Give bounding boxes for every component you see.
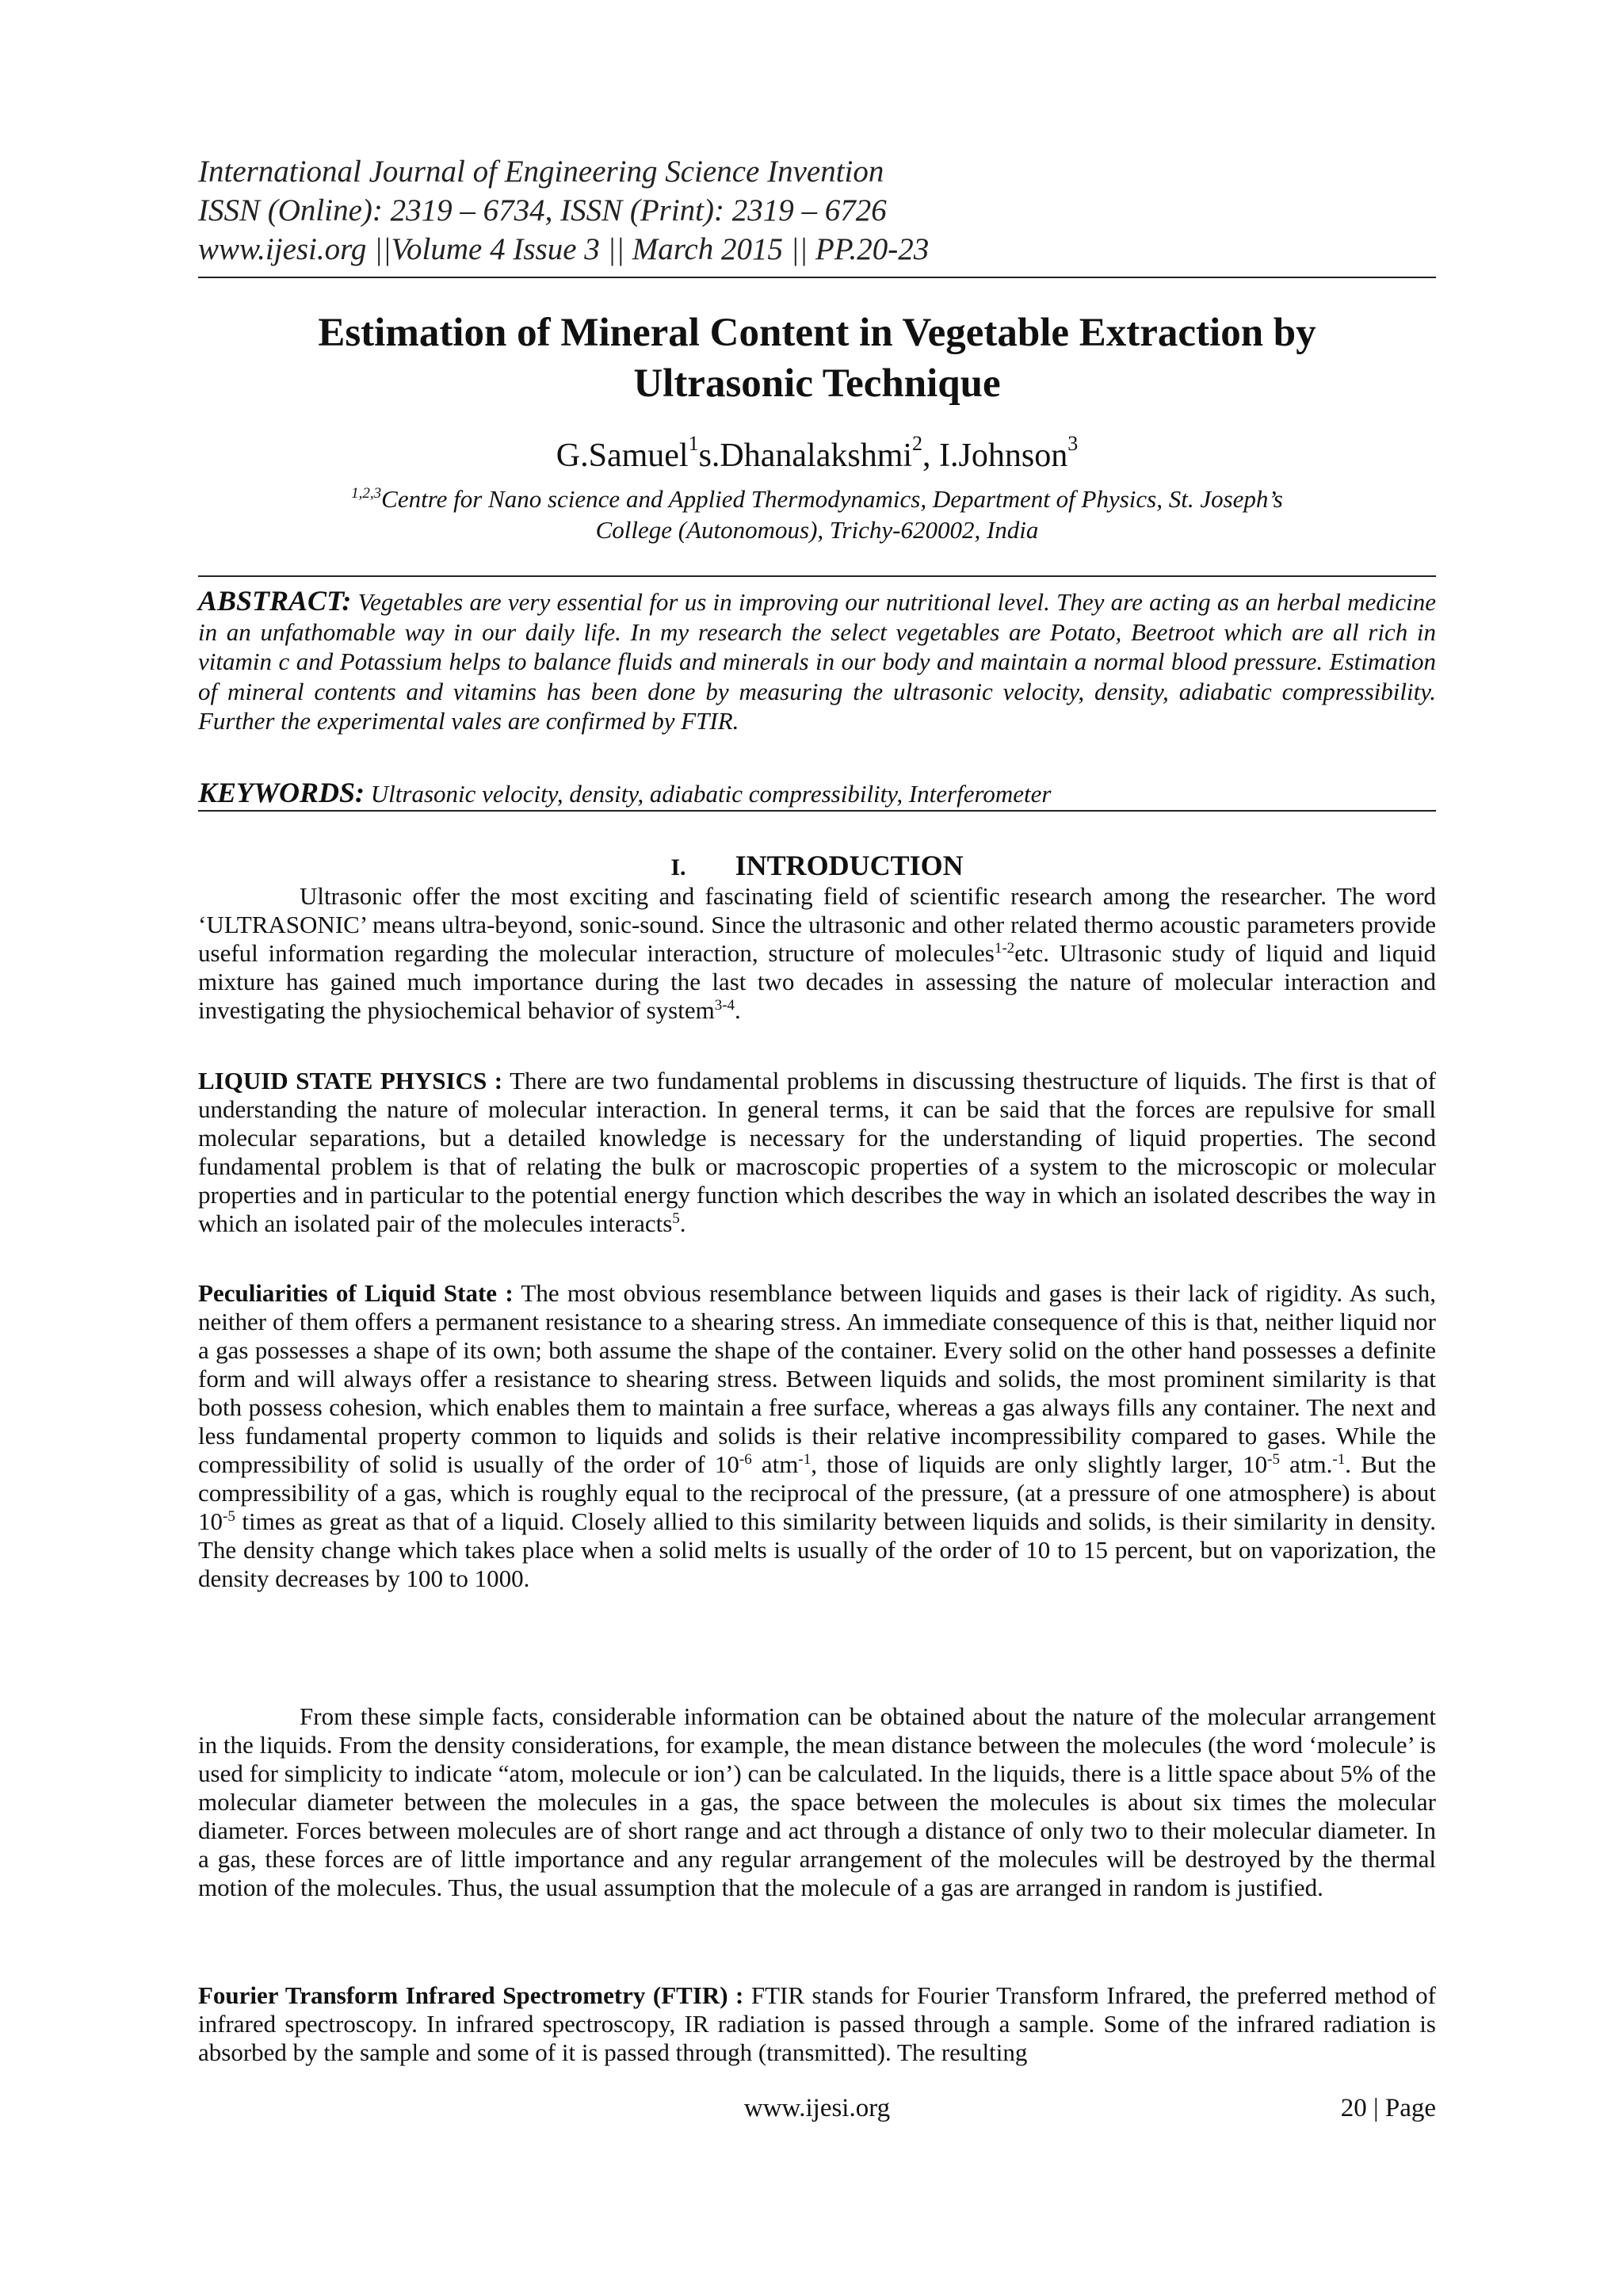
keywords-text: Ultrasonic velocity, density, adiabatic compressibility, Interferometer — [370, 780, 1052, 808]
intro-text-2: etc. Ultrasonic study of liquid and liquid mixture has gained much importance during the last two decades in assessing the nature of molecular interaction and investigating the physiochemical behavior of system — [198, 939, 1436, 1024]
footer-url: www.ijesi.org — [743, 2094, 891, 2122]
peculiarities-text-1: The most obvious resemblance between liquids and gases is their lack of rigidity. As such, neither of them offers a permanent resistance to a shearing stress. An immediate consequence of this is that, neither liquid nor a gas possesses a shape of its own; both assume the shape of the container. Every solid on the other hand possesses a definite form and will always offer a resistance to shearing stress. Between liquids and solids, the most prominent similarity is that both possess cohesion, which enables them to maintain a free surface, whereas a gas always fills any container. The next and less fundamental property common to liquids and solids is their relative incompressibility compared to gases. While the compressibility of solid is usually of the order of 10 — [198, 1279, 1436, 1478]
author-1: G.Samuel — [556, 437, 689, 474]
ftir-label: Fourier Transform Infrared Spectrometry (FTIR) : — [198, 1981, 744, 2009]
section-number: I. — [670, 854, 686, 881]
header-rule — [198, 277, 1436, 278]
author-3: I.Johnson — [939, 437, 1068, 474]
ftir-text: FTIR stands for Fourier Transform Infrared, the preferred method of infrared spectroscopy. In infrared spectroscopy, IR radiation is passed through a sample. Some of the infrared radiation is absorbed by the sample and some of it is passed through (transmitted). The resulting — [198, 1981, 1436, 2066]
exponent: -5 — [1267, 1451, 1280, 1468]
liquid-state-paragraph — [198, 1067, 1436, 1238]
author-2: s.Dhanalakshmi — [698, 437, 913, 474]
abstract-top-rule — [198, 575, 1436, 577]
liquid-state-text: There are two fundamental problems in discussing thestructure of liquids. The first is that of understanding the nature of molecular interaction. In general terms, it can be said that the forces are repulsive for small molecular separations, but a detailed knowledge is necessary for the understanding of liquid properties. The second fundamental problem is that of relating the bulk or macroscopic properties of a system to the microscopic or molecular properties and in particular to the potential energy function which describes the way in which an isolated describes the way in which an isolated pair of the molecules interacts — [198, 1067, 1436, 1237]
simple-facts-paragraph: From these simple facts, considerable information can be obtained about the nature of the molecular arrangement in the liquids. From the density considerations, for example, the mean distance between the molecules (the word ‘molecule’ is used for simplicity to indicate “atom, molecule or ion’) can be calculated. In the liquids, there is a little space about 5% of the molecular diameter between the molecules in a gas, the space between the molecules is about six times the molecular diameter. Forces between molecules are of short range and act through a distance of only two to their molecular diameter. In a gas, these forces are of little importance and any regular arrangement of the molecules will be destroyed by the thermal motion of the molecules. Thus, the usual assumption that the molecule of a gas are arranged in random is justified. — [198, 1702, 1436, 1901]
affiliation — [198, 483, 1436, 545]
exponent: -1 — [798, 1451, 812, 1468]
affiliation-sup: 1,2,3 — [351, 485, 382, 502]
abstract-text: Vegetables are very essential for us in improving our nutritional level. They are acting as an herbal medicine in an unfathomable way in our daily life. In my research the select vegetables are Potato, Beetroot which are all rich in vitamin c and Potassium helps to balance fluids and minerals in our body and maintain a normal blood pressure. Estimation of mineral contents and vitamins has been done by measuring the ultrasonic velocity, density, adiabatic compressibility. Further the experimental vales are confirmed by FTIR. — [198, 588, 1436, 735]
author-3-sup: 3 — [1067, 432, 1079, 455]
ftir-paragraph — [198, 1981, 1436, 2067]
intro-paragraph — [198, 882, 1436, 1025]
exponent: -5 — [223, 1508, 235, 1525]
keywords — [198, 777, 1436, 809]
liquid-state-label: LIQUID STATE PHYSICS : — [198, 1067, 503, 1095]
liquid-state-end: . — [679, 1209, 686, 1237]
ref-1-2: 1-2 — [994, 940, 1015, 957]
footer-page-number: 20 | Page — [1340, 2094, 1436, 2122]
affiliation-line-2: College (Autonomous), Trichy-620002, India — [595, 516, 1039, 544]
exponent: -1 — [1332, 1451, 1346, 1468]
author-list — [198, 432, 1436, 476]
peculiarities-text-6: times as great as that of a liquid. Closely allied to this similarity between liquids and solids, is their similarity in density. The density change which takes place when a solid melts is usually of the order of 10 to 15 percent, but on vaporization, the density decreases by 100 to 1000. — [198, 1507, 1436, 1592]
intro-text-1: Ultrasonic offer the most exciting and fascinating field of scientific research among the researcher. The word ‘ULTRASONIC’ means ultra-beyond, sonic-sound. Since the ultrasonic and other related thermo acoustic parameters provide useful information regarding the molecular interaction, structure of molecules — [198, 882, 1436, 967]
affiliation-line-1: Centre for Nano science and Applied Thermodynamics, Department of Physics, St. Joseph’s — [381, 485, 1283, 513]
ref-3-4: 3-4 — [714, 997, 735, 1014]
peculiarities-text-4: atm. — [1279, 1450, 1333, 1478]
keywords-label: KEYWORDS: — [198, 777, 365, 808]
title-line-2: Ultrasonic Technique — [633, 361, 1001, 406]
journal-issue: www.ijesi.org ||Volume 4 Issue 3 || March 2015 || PP.20-23 — [198, 232, 930, 266]
ref-5: 5 — [672, 1210, 680, 1227]
peculiarities-paragraph — [198, 1279, 1436, 1593]
keywords-rule — [198, 810, 1436, 812]
author-1-sup: 1 — [688, 432, 699, 455]
peculiarities-text-3: , those of liquids are only slightly larger, 10 — [811, 1450, 1268, 1478]
author-separator: , — [922, 437, 940, 474]
abstract-label: ABSTRACT: — [198, 585, 352, 617]
title-line-1: Estimation of Mineral Content in Vegetable Extraction by — [318, 311, 1316, 355]
paper-title — [198, 308, 1436, 409]
section-heading — [198, 848, 1436, 885]
section-title: INTRODUCTION — [735, 850, 964, 881]
journal-issn: ISSN (Online): 2319 – 6734, ISSN (Print): 2319 – 6726 — [198, 193, 887, 227]
journal-name: International Journal of Engineering Science Invention — [198, 155, 884, 189]
exponent: -6 — [739, 1451, 752, 1468]
peculiarities-text-2: atm — [751, 1450, 799, 1478]
journal-header — [198, 152, 1434, 269]
abstract — [198, 586, 1436, 736]
peculiarities-label: Peculiarities of Liquid State : — [198, 1279, 514, 1307]
peculiarities-text-5: . But the compressibility of a gas, which is roughly equal to the reciprocal of the pressure, (at a pressure of one atmosphere) is about 10 — [198, 1450, 1436, 1535]
intro-text-3: . — [735, 996, 741, 1024]
author-2-sup: 2 — [912, 432, 923, 455]
